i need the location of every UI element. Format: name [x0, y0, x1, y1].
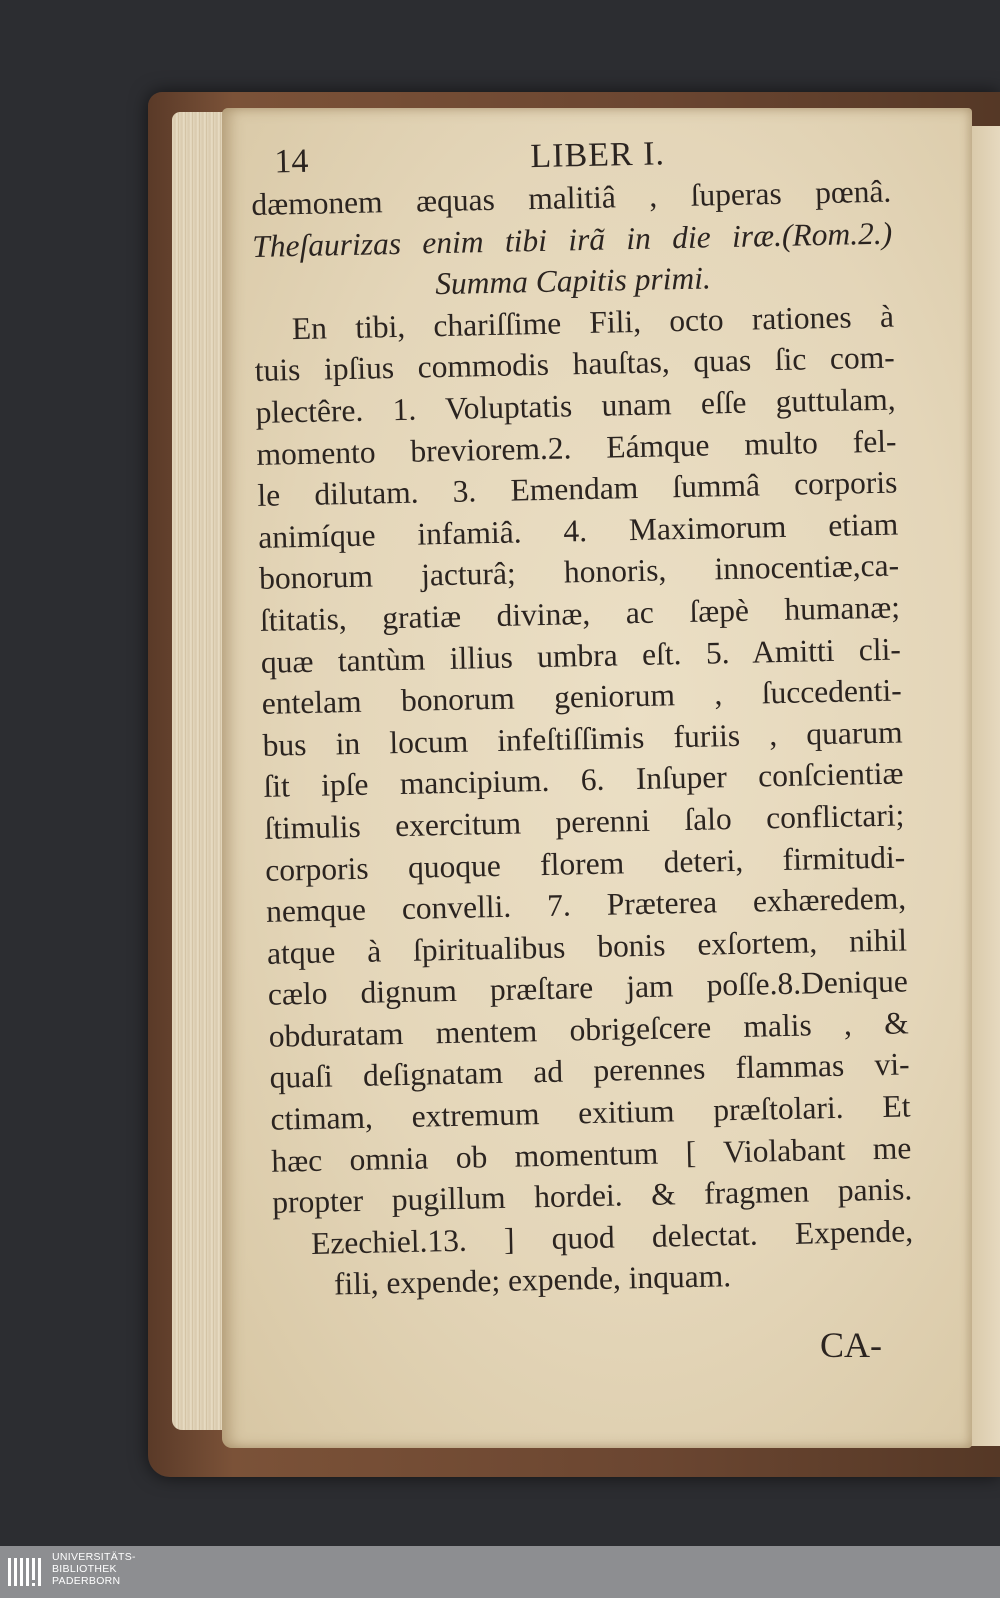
text-line: atque à ſpiritualibus bonis exſortem, nihil	[266, 922, 908, 971]
running-head: LIBER I.	[530, 135, 666, 176]
catchword: CA-	[820, 1325, 882, 1365]
text-line: Theſaurizas enim tibi irã in die iræ.(Rom.2.)	[251, 215, 893, 264]
logo-line: UNIVERSITÄTS-	[52, 1551, 136, 1563]
text-line: quaſi deſignatam ad perennes flammas vi-	[269, 1046, 910, 1096]
text-line: entelam bonorum geniorum , ſuccedenti-	[261, 672, 903, 721]
text-line: propter pugillum hordei. & fragmen panis.	[271, 1171, 913, 1221]
text-line: plectêre. 1. Voluptatis unam eſſe guttulam,	[255, 381, 896, 430]
text-line: bonorum jacturâ; honoris, innocentiæ,ca-	[258, 547, 900, 597]
text-line: animíque infamiâ. 4. Maximorum etiam	[257, 506, 899, 555]
logo-line: BIBLIOTHEK	[52, 1563, 117, 1575]
section-heading: Summa Capitis primi.	[434, 260, 712, 302]
text-line: En tibi, chariſſime Fili, octo rationes à	[291, 298, 895, 346]
text-line: ſtimulis exercitum perenni ſalo conflictari;	[264, 797, 905, 846]
text-line: Ezechiel.13. ] quod delectat. Expende,	[310, 1213, 914, 1261]
text-line: ſtitatis, gratiæ divinæ, ac ſæpè humanæ;	[259, 589, 901, 638]
text-line: fili, expende; expende, inquam.	[333, 1258, 732, 1302]
text-line: quæ tantùm illius umbra eſt. 5. Amitti cli-	[260, 631, 902, 680]
page-number: 14	[274, 142, 309, 181]
text-line: cælo dignum præſtare jam poſſe.8.Denique	[267, 963, 909, 1013]
logo-line: PADERBORN	[52, 1575, 121, 1587]
text-line: corporis quoque florem deteri, firmitudi-	[264, 838, 906, 888]
library-logo-icon	[6, 1552, 46, 1592]
text-line: hæc omnia ob momentum [ Violabant me	[271, 1130, 912, 1179]
library-footer-bar	[0, 1546, 1000, 1598]
text-line: le dilutam. 3. Emendam ſummâ corporis	[257, 464, 898, 514]
text-line: ſit ipſe mancipium. 6. Inſuper conſcientiæ	[263, 755, 904, 805]
facing-page-edge	[968, 126, 1000, 1446]
text-line: dæmonem æquas malitiâ , ſuperas pœnâ.	[250, 173, 892, 222]
text-line: momento breviorem.2. Eámque multo fel-	[256, 423, 897, 472]
page-text-block	[250, 126, 944, 1307]
text-line: ctimam, extremum exitium præſtolari. Et	[270, 1088, 911, 1137]
text-line: nemque convelli. 7. Præterea exhæredem,	[265, 880, 907, 929]
text-line: tuis ipſius commodis hauſtas, quas ſic com-	[254, 339, 896, 389]
library-logo-text	[52, 1551, 136, 1587]
text-line: bus in locum infeſtiſſimis furiis , quarum	[262, 714, 903, 763]
text-line: obduratam mentem obrigeſcere malis , &	[268, 1005, 909, 1054]
